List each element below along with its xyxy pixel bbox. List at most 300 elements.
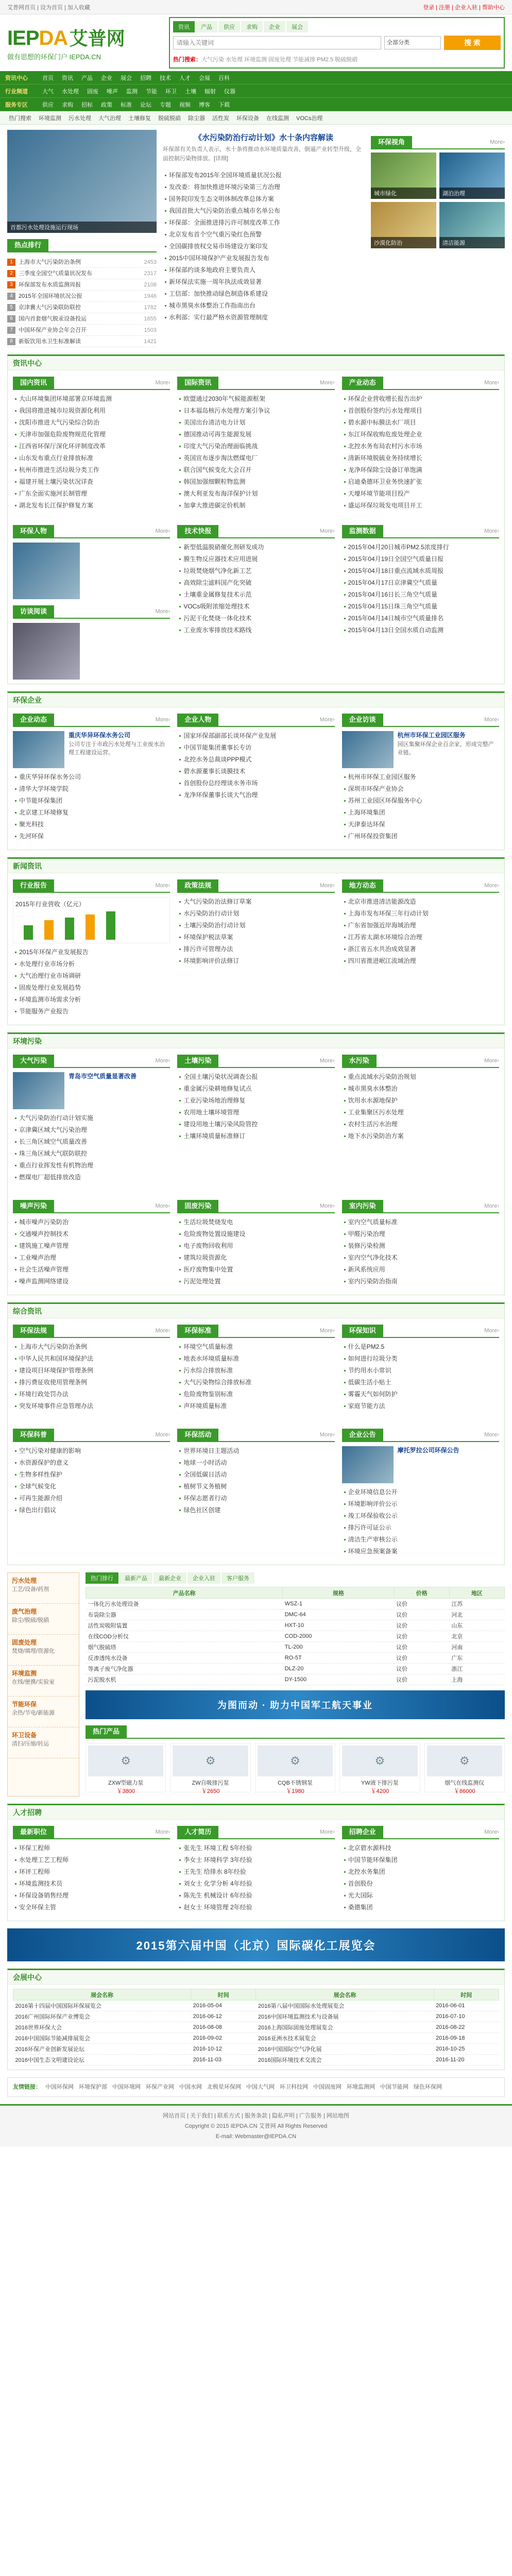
news-list-item[interactable]: 启迪桑德环卫业务快速扩张 [343,476,498,488]
product-name[interactable]: ZW自吸排污泵 [192,1780,229,1786]
subnav-item[interactable]: 污水处理 [69,115,91,122]
table-row[interactable] [86,1674,505,1685]
news-list-item[interactable]: 北控水务布局农村污水市场 [343,440,498,452]
news-list-item[interactable]: 天津市加强危险废物规范化管理 [14,429,169,440]
general-list-item[interactable]: 环境空气质量标准 [178,1341,333,1353]
general-feature-photo[interactable] [342,1446,394,1483]
general-list-item[interactable]: 低碳生活小贴士 [343,1377,498,1388]
industry-list-item[interactable]: 大气污染防治法修订草案 [178,896,333,908]
nav-item[interactable]: 供应 [42,101,54,108]
search-tab[interactable]: 产品 [196,21,217,32]
subnav-item[interactable]: 除尘器 [188,115,205,122]
interview-photo[interactable] [13,623,80,680]
search-tab[interactable]: 求购 [241,21,263,32]
general-more-link[interactable]: More› [484,1328,499,1334]
table-row[interactable] [86,1664,505,1674]
general-list-item[interactable]: 植树节义务植树 [178,1481,333,1493]
search-button[interactable]: 搜 索 [444,36,501,50]
table-row[interactable] [86,1609,505,1620]
expo-name[interactable]: 2016第十四届中国国际环保展览会 [13,2001,191,2011]
pollution-list-item[interactable]: 工业集聚区污水处理 [343,1107,498,1118]
search-tab[interactable]: 展会 [286,21,308,32]
pollution-list-item[interactable]: 燃煤电厂超低排放改造 [14,1172,169,1183]
news-list-item[interactable]: 东江环保收购危废处理企业 [343,429,498,440]
news-list-item[interactable]: 盛运环保垃圾发电项目开工 [343,500,498,512]
photo-thumb[interactable] [371,202,436,248]
recruit-list-item[interactable]: 赵女士 环境管理 2年经验 [178,1902,333,1913]
nav-item[interactable]: 视频 [179,101,191,108]
expo-row[interactable] [13,2011,499,2022]
tech-item[interactable]: 新型低温脱硝催化剂研发成功 [178,541,333,553]
enterprise-more-link[interactable]: More› [155,717,170,723]
expo-banner[interactable]: 2015第六届中国（北京）国际碳化工展览会 [7,1928,505,1961]
pollution-list-item[interactable]: 室内空气净化技术 [343,1252,498,1264]
table-row[interactable] [86,1642,505,1653]
news-list-item[interactable]: 欧盟通过2030年气候能源框架 [178,393,333,405]
recruit-more-link[interactable]: More› [484,1829,499,1835]
news-list-item[interactable]: 环保企业营收增长报告出炉 [343,393,498,405]
general-list-item[interactable]: 绿色出行倡议 [14,1504,169,1516]
hot-searches-links[interactable]: 大气污染 水处理 环境监测 固废处理 节能减排 PM2.5 脱硫脱硝 [201,57,358,63]
news-list-item[interactable]: 首创股份签约污水处理项目 [343,405,498,417]
recruit-list-item[interactable]: 张先生 环境工程 5年经验 [178,1842,333,1854]
product-image[interactable] [258,1745,333,1776]
service-category-title[interactable]: 污水处理 [12,1577,37,1584]
subnav-item[interactable]: 大气治理 [98,115,121,122]
news-more-link[interactable]: More› [319,380,335,386]
search-input[interactable] [173,36,381,49]
expo-name[interactable]: 2016中国国际空气净化展 [256,2044,434,2055]
industry-list-item[interactable]: 环境监测市场需求分析 [14,994,169,1006]
service-category-title[interactable]: 环卫设备 [12,1732,37,1739]
nav-item[interactable]: 噪声 [107,88,118,95]
rank-item[interactable] [7,313,157,325]
general-list-item[interactable]: 全国低碳日活动 [178,1469,333,1481]
industry-list-item[interactable]: 广东省加强近岸海域治理 [343,920,498,931]
pollution-list-item[interactable]: 工业污染场地治理修复 [178,1095,333,1107]
pollution-list-item[interactable]: 建设用地土壤污染风险管控 [178,1118,333,1130]
pollution-list-item[interactable]: 危险废物处置设施建设 [178,1228,333,1240]
expo-row[interactable] [13,2033,499,2044]
tech-item[interactable]: 土壤重金属修复技术示范 [178,589,333,601]
pollution-list-item[interactable]: 污泥处理处置 [178,1276,333,1287]
service-category-title[interactable]: 环境监测 [12,1670,37,1677]
general-list-item[interactable]: 雾霾天气如何防护 [343,1388,498,1400]
interview-more-link[interactable]: More› [155,608,170,615]
tech-more-link[interactable]: More› [319,528,335,534]
headline-news-item[interactable]: 环保部：全面推进排污许可制度改革工作 [164,217,364,229]
nav-item[interactable]: 专题 [160,101,171,108]
table-row[interactable] [86,1653,505,1664]
nav-item[interactable]: 固废 [87,88,98,95]
product-image[interactable] [342,1745,417,1776]
headline-news-item[interactable]: 工信部：加快推动绿色制造体系建设 [164,288,364,300]
recruit-list-item[interactable]: 首创股份 [343,1878,498,1890]
general-more-link[interactable]: More› [484,1432,499,1438]
headline-news-item[interactable]: 我国首批大气污染防治重点城市名单公布 [164,205,364,217]
general-list-item[interactable]: 环境影响评价公示 [343,1498,498,1510]
general-list-item[interactable]: 中华人民共和国环境保护法 [14,1353,169,1365]
nav-item[interactable]: 求购 [62,101,73,108]
product-name[interactable]: YW液下排污泵 [361,1780,399,1786]
friend-link[interactable]: 中国大气网 [246,2084,275,2090]
general-list-item[interactable]: 排污费征收使用管理条例 [14,1377,169,1388]
news-more-link[interactable]: More› [155,380,170,386]
news-list-item[interactable]: 广东全面实施河长制管理 [14,488,169,500]
friend-link[interactable]: 环卫科技网 [280,2084,308,2090]
news-list-item[interactable]: 福建开展土壤污染状况详查 [14,476,169,488]
recruit-list-item[interactable]: 李女士 环境科学 3年经验 [178,1854,333,1866]
service-category[interactable] [8,1697,79,1727]
industry-list-item[interactable]: 排污许可管理办法 [178,943,333,955]
service-category[interactable] [8,1727,79,1758]
monitor-item[interactable]: 2015年04月15日珠三角空气质量 [343,601,498,613]
pollution-list-item[interactable]: 室内空气质量标准 [343,1216,498,1228]
subnav-item[interactable]: VOCs治理 [296,115,323,122]
general-list-item[interactable]: 全球气候变化 [14,1481,169,1493]
general-list-item[interactable]: 环保志愿者行动 [178,1493,333,1504]
news-list-item[interactable]: 大山环境集团环境部署京环境监测 [14,393,169,405]
industry-list-item[interactable]: 2015年环保产业发展报告 [14,946,169,958]
pollution-feature-title[interactable]: 青岛市空气质量显著改善 [69,1073,137,1080]
friend-link[interactable]: 绿色环保网 [414,2084,442,2090]
friend-link[interactable]: 环保产业网 [146,2084,174,2090]
product-image[interactable] [88,1745,163,1776]
expo-name[interactable]: 2016世界环保大会 [13,2022,191,2033]
enterprise-list-item[interactable]: 清华大学环境学院 [14,783,169,795]
rank-title[interactable]: 京津冀大气污染联防联控 [19,304,81,311]
pollution-list-item[interactable]: 新风系统应用 [343,1264,498,1276]
rank-title[interactable]: 2015年全国环境状况公报 [19,293,82,299]
nav-item[interactable]: 大气 [42,88,54,95]
pollution-list-item[interactable]: 室内污染防治指南 [343,1276,498,1287]
enterprise-list-item[interactable]: 北控水务总裁谈PPP模式 [178,754,333,766]
enterprise-list-item[interactable]: 天津泰达环保 [343,819,498,831]
product-card[interactable] [424,1743,505,1792]
general-more-link[interactable]: More› [155,1432,170,1438]
general-feature[interactable] [342,1446,499,1483]
nav-item[interactable]: 环卫 [165,88,177,95]
product-name[interactable]: ZXW型磁力泵 [108,1780,144,1786]
nav-item[interactable]: 人才 [179,75,191,81]
industry-more-link[interactable]: More› [484,883,499,889]
friend-link[interactable]: 中国固废网 [313,2084,342,2090]
headline-news-item[interactable]: 水利部：实行最严格水资源管理制度 [164,312,364,324]
pollution-list-item[interactable]: 建筑垃圾资源化 [178,1252,333,1264]
product-card[interactable] [339,1743,420,1792]
subnav-item[interactable]: 环境监测 [39,115,61,122]
general-list-item[interactable]: 突发环境事件应急管理办法 [14,1400,169,1412]
industry-list-item[interactable]: 江苏省太湖水环境综合治理 [343,931,498,943]
rank-item[interactable] [7,268,157,279]
headline-news-item[interactable]: 国务院印发生态文明体制改革总体方案 [164,193,364,205]
tech-item[interactable]: 高效除尘滤料国产化突破 [178,577,333,589]
footer-links[interactable]: 网站首页 | 关于我们 | 联系方式 | 服务条款 | 隐私声明 | 广告服务 | 网站地图 [163,2113,349,2119]
news-list-item[interactable]: 德国推动可再生能源发展 [178,429,333,440]
general-list-item[interactable]: 建设项目环境保护管理条例 [14,1365,169,1377]
general-list-item[interactable]: 家庭节能方法 [343,1400,498,1412]
product-image[interactable] [173,1745,248,1776]
friend-link[interactable]: 环境保护部 [79,2084,107,2090]
monitor-item[interactable]: 2015年04月20日城市PM2.5浓度排行 [343,541,498,553]
nav-item[interactable]: 展会 [121,75,132,81]
rank-item[interactable] [7,279,157,291]
nav-item[interactable]: 监测 [126,88,138,95]
pollution-list-item[interactable]: 交通噪声控制技术 [14,1228,169,1240]
photo-thumb[interactable] [439,202,505,248]
headline-news-item[interactable]: 发改委：将加快推进环境污染第三方治理 [164,181,364,193]
recruit-list-item[interactable]: 环评工程师 [14,1866,169,1878]
monitor-more-link[interactable]: More› [484,528,499,534]
service-category[interactable] [8,1635,79,1666]
friend-link[interactable]: 中国节能网 [380,2084,408,2090]
news-list-item[interactable]: 美国出台清洁电力计划 [178,417,333,429]
pollution-list-item[interactable]: 地下水污染防治方案 [343,1130,498,1142]
headline-news-item[interactable]: 2015中国环境保护产业发展报告发布 [164,252,364,264]
service-tab[interactable]: 企业入驻 [187,1572,220,1584]
pollution-more-link[interactable]: More› [484,1203,499,1209]
product-image[interactable] [427,1745,502,1776]
pollution-list-item[interactable]: 装修污染检测 [343,1240,498,1252]
photo-thumb[interactable] [439,152,505,199]
general-more-link[interactable]: More› [319,1432,335,1438]
nav-item[interactable]: 首页 [42,75,54,81]
friend-link[interactable]: 中国环境网 [112,2084,141,2090]
pollution-list-item[interactable]: 甲醛污染治理 [343,1228,498,1240]
nav-item[interactable]: 会展 [199,75,210,81]
news-list-item[interactable]: 联合国气候变化大会召开 [178,464,333,476]
rank-title[interactable]: 上海市大气污染防治条例 [19,259,81,265]
photo-box-more-link[interactable]: More› [490,139,505,145]
expo-name[interactable]: 2016国际环境技术交流会 [256,2055,434,2065]
news-list-item[interactable]: 加拿大推进碳定价机制 [178,500,333,512]
industry-list-item[interactable]: 大气治理行业市场调研 [14,970,169,982]
recruit-list-item[interactable]: 桑德集团 [343,1902,498,1913]
nav-item[interactable]: 政策 [101,101,112,108]
enterprise-list-item[interactable]: 聚光科技 [14,819,169,831]
news-list-item[interactable]: 清新环境脱硫业务持续增长 [343,452,498,464]
nav-item[interactable]: 辐射 [204,88,216,95]
industry-list-item[interactable]: 节能服务产业报告 [14,1006,169,1018]
industry-list-item[interactable]: 浙江省五水共治成效显著 [343,943,498,955]
nav-item[interactable]: 企业 [101,75,112,81]
recruit-list-item[interactable]: 环保设备销售经理 [14,1890,169,1902]
pollution-feature-photo[interactable] [13,1072,64,1109]
product-name[interactable]: CQB不锈钢泵 [278,1780,313,1786]
expo-row[interactable] [13,2022,499,2033]
pollution-more-link[interactable]: More› [319,1058,335,1064]
industry-list-item[interactable]: 环境影响评价法修订 [178,955,333,967]
pollution-more-link[interactable]: More› [484,1058,499,1064]
news-list-item[interactable]: 龙净环保除尘设备订单饱满 [343,464,498,476]
pollution-list-item[interactable]: 京津冀区域大气污染治理 [14,1124,169,1136]
friend-link[interactable]: 中国环保网 [45,2084,74,2090]
nav-item[interactable]: 招聘 [140,75,151,81]
headline-news-item[interactable]: 新环保法实施一周年执法成效显著 [164,276,364,288]
pollution-list-item[interactable]: 大气污染防治行动计划实施 [14,1112,169,1124]
enterprise-list-item[interactable]: 国家环保部副部长谈环保产业发展 [178,730,333,742]
recruit-list-item[interactable]: 王先生 给排水 8年经验 [178,1866,333,1878]
nav-item[interactable]: 节能 [146,88,157,95]
headline-news-item[interactable]: 环保部发布2015年全国环境质量状况公报 [164,170,364,181]
nav-item[interactable]: 标准 [121,101,132,108]
general-list-item[interactable]: 竣工环保验收公示 [343,1510,498,1522]
pollution-list-item[interactable]: 城市噪声污染防治 [14,1216,169,1228]
enterprise-list-item[interactable]: 广州环保投资集团 [343,831,498,842]
recruit-list-item[interactable]: 环境监测技术员 [14,1878,169,1890]
recruit-list-item[interactable]: 陈先生 机械设计 6年经验 [178,1890,333,1902]
monitor-item[interactable]: 2015年04月13日全国水质自动监测 [343,624,498,636]
expo-name[interactable]: 2016中国国际节能减排展览会 [13,2033,191,2044]
product-card[interactable] [170,1743,250,1792]
general-list-item[interactable]: 地表水环境质量标准 [178,1353,333,1365]
enterprise-list-item[interactable]: 上海环境集团 [343,807,498,819]
product-name[interactable]: 烟气在线监测仪 [445,1780,485,1786]
rank-title[interactable]: 三季度全国空气质量状况发布 [19,270,92,277]
enterprise-feature[interactable] [342,731,499,768]
expo-row[interactable] [13,2055,499,2065]
rank-item[interactable] [7,336,157,347]
service-category[interactable] [8,1604,79,1635]
friend-link[interactable]: 北极星环保网 [207,2084,241,2090]
news-list-item[interactable]: 碧水源中标膜法水厂项目 [343,417,498,429]
news-list-item[interactable]: 湖北发布长江保护修复方案 [14,500,169,512]
enterprise-list-item[interactable]: 中国节能集团董事长专访 [178,742,333,754]
service-tab[interactable]: 最新企业 [153,1572,186,1584]
news-list-item[interactable]: 澳大利亚发布海洋保护计划 [178,488,333,500]
headline-news-item[interactable]: 城市黑臭水体整治工作指南出台 [164,300,364,312]
expo-row[interactable] [13,2001,499,2011]
general-list-item[interactable]: 排污许可证公示 [343,1522,498,1534]
news-list-item[interactable]: 韩国加强细颗粒物监测 [178,476,333,488]
pollution-list-item[interactable]: 电子废物回收利用 [178,1240,333,1252]
enterprise-list-item[interactable]: 北京建工环境修复 [14,807,169,819]
general-more-link[interactable]: More› [319,1328,335,1334]
table-row[interactable] [86,1620,505,1631]
industry-list-item[interactable]: 环境保护税法草案 [178,931,333,943]
general-list-item[interactable]: 危险废物鉴别标准 [178,1388,333,1400]
pollution-more-link[interactable]: More› [319,1203,335,1209]
expo-name[interactable]: 2016广州国际环保产业博览会 [13,2011,191,2022]
general-list-item[interactable]: 生物多样性保护 [14,1469,169,1481]
general-list-item[interactable]: 节约用水小常识 [343,1365,498,1377]
tech-item[interactable]: VOCs吸附浓缩处理技术 [178,601,333,613]
rank-item[interactable] [7,291,157,302]
industry-list-item[interactable]: 上海市发布环保三年行动计划 [343,908,498,920]
expo-name[interactable]: 2016第八届中国国际水处理展览会 [256,2001,434,2011]
recruit-list-item[interactable]: 刘女士 化学分析 4年经验 [178,1878,333,1890]
pollution-list-item[interactable]: 工业噪声治理 [14,1252,169,1264]
tech-item[interactable]: 膜生物反应器技术应用进展 [178,553,333,565]
general-feature-title[interactable]: 摩托罗拉公司环保公告 [397,1447,459,1454]
industry-list-item[interactable]: 土壤污染防治行动计划 [178,920,333,931]
nav-item[interactable]: 水处理 [62,88,79,95]
pollution-list-item[interactable]: 噪声监测网络建设 [14,1276,169,1287]
category-select[interactable]: 全部分类 [384,36,441,49]
footer-email[interactable]: E-mail: Webmaster@IEPDA.CN [215,2133,297,2140]
industry-more-link[interactable]: More› [319,883,335,889]
tech-item[interactable]: 工业废水零排放技术路线 [178,624,333,636]
recruit-more-link[interactable]: More› [155,1829,170,1835]
nav-item[interactable]: 论坛 [140,101,151,108]
news-list-item[interactable]: 日本福岛核污水处理方案引争议 [178,405,333,417]
headline-news-item[interactable]: 全国碳排放权交易市场建设方案印发 [164,241,364,252]
recruit-list-item[interactable]: 北控水务集团 [343,1866,498,1878]
nav-item[interactable]: 仪器 [224,88,235,95]
search-tab[interactable]: 资讯 [173,21,195,32]
service-tab[interactable]: 最新产品 [120,1572,152,1584]
headline-title[interactable]: 《水污染防治行动计划》水十条内容解读 [194,133,333,142]
top-bar-right-links[interactable]: 登录 | 注册 | 企业入驻 | 帮助中心 [423,4,505,11]
industry-list-item[interactable]: 固废处理行业发展趋势 [14,982,169,994]
headline-news-item[interactable]: 北京发布首个空气重污染红色预警 [164,229,364,241]
photo-thumb[interactable] [371,152,436,199]
search-tab[interactable]: 供应 [218,21,240,32]
enterprise-list-item[interactable]: 苏州工业园区环保服务中心 [343,795,498,807]
news-list-item[interactable]: 天壕环境节能项目投产 [343,488,498,500]
nav-item[interactable]: 土壤 [185,88,196,95]
recruit-list-item[interactable]: 北京碧水源科技 [343,1842,498,1854]
industry-list-item[interactable]: 水处理行业市场分析 [14,958,169,970]
general-list-item[interactable]: 上海市大气污染防治条例 [14,1341,169,1353]
people-photo[interactable] [13,543,80,599]
expo-name[interactable]: 2016中国生态文明建设论坛 [13,2055,191,2065]
general-more-link[interactable]: More› [155,1328,170,1334]
pollution-list-item[interactable]: 农村生活污水治理 [343,1118,498,1130]
news-list-item[interactable]: 沈阳市推进大气污染综合防治 [14,417,169,429]
rank-item[interactable] [7,257,157,268]
general-list-item[interactable]: 声环境质量标准 [178,1400,333,1412]
industry-more-link[interactable]: More› [155,883,170,889]
tech-item[interactable]: 污泥干化焚烧一体化技术 [178,613,333,624]
enterprise-more-link[interactable]: More› [319,717,335,723]
enterprise-list-item[interactable]: 重庆华异环保水务公司 [14,771,169,783]
general-list-item[interactable]: 如何进行垃圾分类 [343,1353,498,1365]
general-list-item[interactable]: 污水综合排放标准 [178,1365,333,1377]
industry-list-item[interactable]: 四川省推进岷江流域治理 [343,955,498,967]
general-list-item[interactable]: 什么是PM2.5 [343,1341,498,1353]
expo-row[interactable] [13,2044,499,2055]
nav-item[interactable]: 产品 [81,75,93,81]
nav-item[interactable]: 百科 [218,75,230,81]
news-list-item[interactable]: 杭州市推进生活垃圾分类工作 [14,464,169,476]
enterprise-list-item[interactable]: 龙净环保董事长谈大气治理 [178,789,333,801]
pollution-list-item[interactable]: 建筑施工噪声管理 [14,1240,169,1252]
news-list-item[interactable]: 我国将推进城市垃圾资源化利用 [14,405,169,417]
general-list-item[interactable]: 绿色社区创建 [178,1504,333,1516]
monitor-item[interactable]: 2015年04月16日长三角空气质量 [343,589,498,601]
search-tab[interactable]: 企业 [264,21,285,32]
pollution-more-link[interactable]: More› [155,1058,170,1064]
rank-item[interactable] [7,325,157,336]
monitor-item[interactable]: 2015年04月19日全国空气质量日报 [343,553,498,565]
enterprise-list-item[interactable]: 先河环保 [14,831,169,842]
news-list-item[interactable]: 江西省环保厅深化环评制度改革 [14,440,169,452]
enterprise-feature[interactable] [13,731,170,768]
nav-item[interactable]: 下载 [218,101,230,108]
general-list-item[interactable]: 地球一小时活动 [178,1457,333,1469]
general-list-item[interactable]: 水资源保护的意义 [14,1457,169,1469]
expo-name[interactable]: 2016上海国际固废处理展览会 [256,2022,434,2033]
rank-item[interactable] [7,302,157,313]
people-more-link[interactable]: More› [155,528,170,534]
enterprise-list-item[interactable]: 首创股份总经理谈水务市场 [178,777,333,789]
table-row[interactable] [86,1631,505,1642]
product-card[interactable] [86,1743,166,1792]
news-list-item[interactable]: 英国宣布逐步淘汰燃煤电厂 [178,452,333,464]
nav-item[interactable]: 技术 [160,75,171,81]
rank-title[interactable]: 新版饮用水卫生标准解读 [19,338,81,345]
